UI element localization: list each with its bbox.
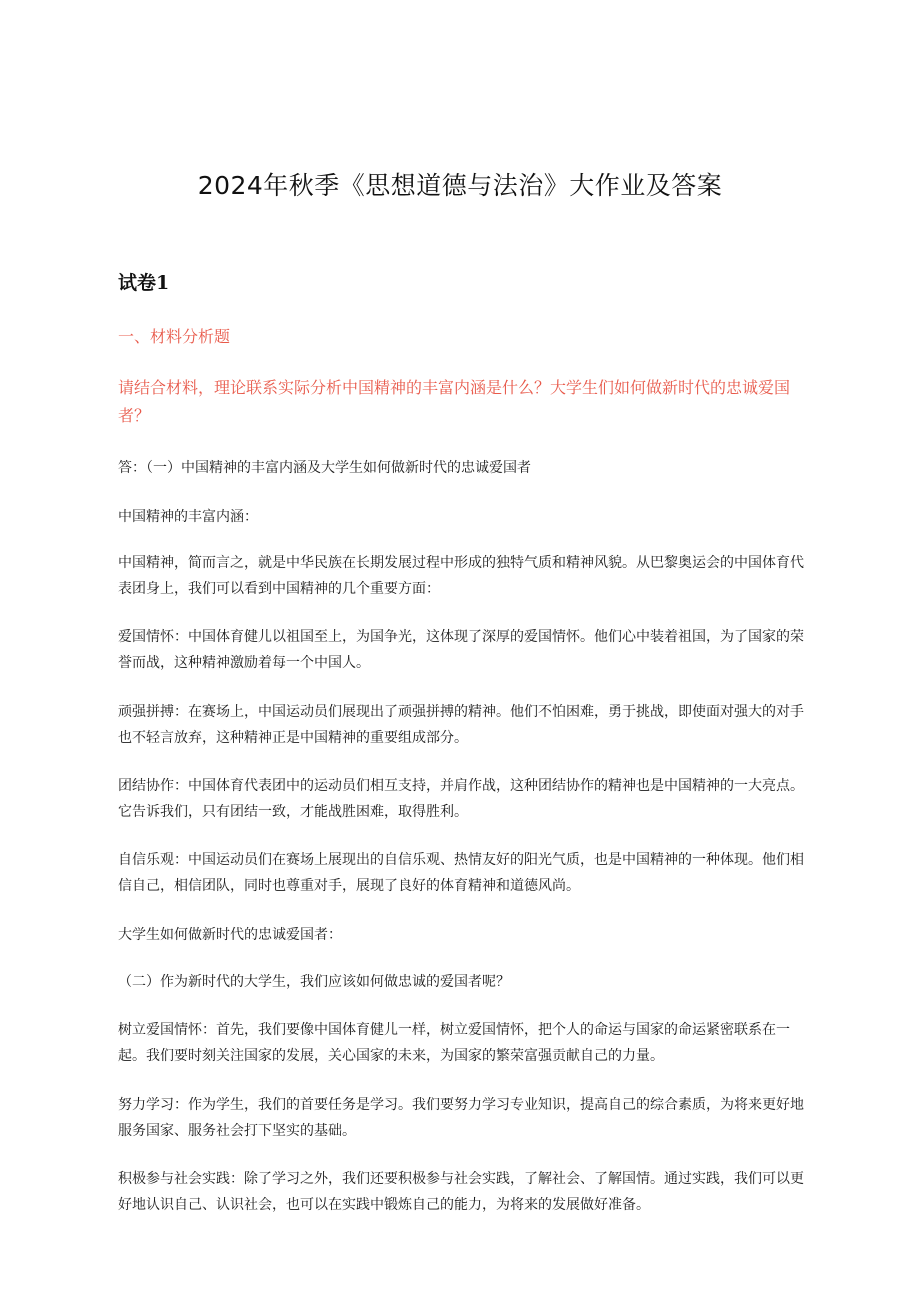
paragraph-study: 努力学习：作为学生，我们的首要任务是学习。我们要努力学习专业知识，提高自己的综合素质，为将来更好地服务国家、服务社会打下坚实的基础。 xyxy=(118,1097,804,1139)
document-title: 2024年秋季《思想道德与法治》大作业及答案 xyxy=(197,171,723,200)
subheading-patriot: 大学生如何做新时代的忠诚爱国者： xyxy=(118,927,342,943)
subheading-connotation: 中国精神的丰富内涵： xyxy=(118,509,258,525)
question-text: 请结合材料，理论联系实际分析中国精神的丰富内涵是什么？大学生们如何做新时代的忠诚爱国者？ xyxy=(118,378,791,425)
section-heading: 一、材料分析题 xyxy=(118,327,231,346)
answer-intro: 答：（一）中国精神的丰富内涵及大学生如何做新时代的忠诚爱国者 xyxy=(118,460,531,476)
paragraph-perseverance: 顽强拼搏：在赛场上，中国运动员们展现出了顽强拼搏的精神。他们不怕困难，勇于挑战，即使面对强大的对手也不轻言放弃，这种精神正是中国精神的重要组成部分。 xyxy=(118,704,804,746)
paragraph-patriotism: 爱国情怀：中国体育健儿以祖国至上，为国争光，这体现了深厚的爱国情怀。他们心中装着祖国，为了国家的荣誉而战，这种精神激励着每一个中国人。 xyxy=(118,629,804,671)
paragraph-question-two: （二）作为新时代的大学生，我们应该如何做忠诚的爱国者呢？ xyxy=(118,974,510,990)
paragraph-patriotic-feeling: 树立爱国情怀：首先，我们要像中国体育健儿一样，树立爱国情怀，把个人的命运与国家的命运紧密联系在一起。我们要时刻关注国家的发展，关心国家的未来，为国家的繁荣富强贡献自己的力量。 xyxy=(118,1022,790,1064)
paragraph-definition: 中国精神，简而言之，就是中华民族在长期发展过程中形成的独特气质和精神风貌。从巴黎奥运会的中国体育代表团身上，我们可以看到中国精神的几个重要方面： xyxy=(118,555,804,597)
paper-label: 试卷1 xyxy=(118,272,170,294)
paragraph-confidence: 自信乐观：中国运动员们在赛场上展现出的自信乐观、热情友好的阳光气质，也是中国精神的一种体现。他们相信自己，相信团队，同时也尊重对手，展现了良好的体育精神和道德风尚。 xyxy=(118,852,804,894)
paragraph-social-practice: 积极参与社会实践：除了学习之外，我们还要积极参与社会实践，了解社会、了解国情。通过实践，我们可以更好地认识自己、认识社会，也可以在实践中锻炼自己的能力，为将来的发展做好准备。 xyxy=(118,1171,804,1213)
paragraph-teamwork: 团结协作：中国体育代表团中的运动员们相互支持，并肩作战，这种团结协作的精神也是中国精神的一大亮点。它告诉我们，只有团结一致，才能战胜困难，取得胜利。 xyxy=(118,778,804,820)
